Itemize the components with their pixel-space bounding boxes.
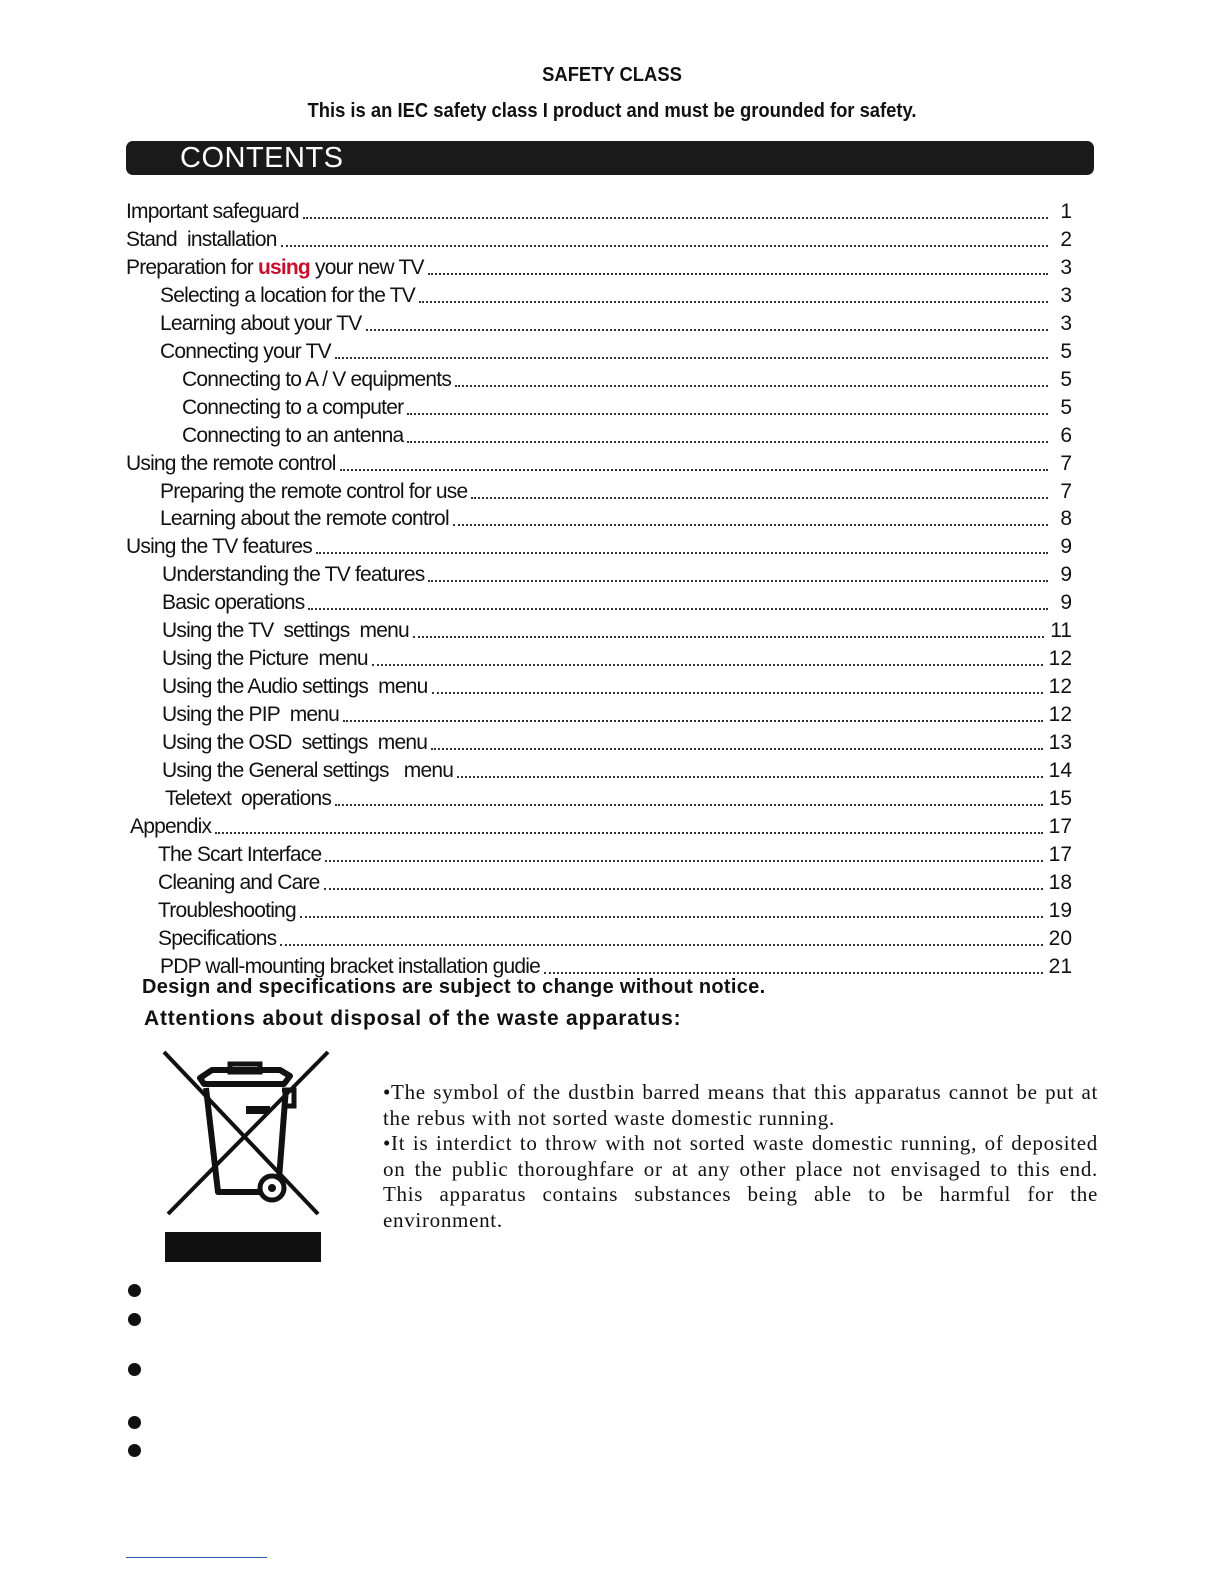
contents-header-bar [126, 141, 1094, 175]
toc-entry [160, 507, 1072, 531]
toc-entry-page: 9 [1060, 591, 1072, 615]
toc-entry [162, 563, 1072, 587]
toc-entry-page: 5 [1060, 339, 1072, 363]
toc-entry [182, 368, 1072, 392]
toc-dot-leader [432, 691, 1043, 694]
toc-entry-page: 6 [1060, 423, 1072, 447]
toc-entry-page: 5 [1060, 367, 1072, 391]
toc-entry-label-part: Preparation for [126, 255, 258, 279]
toc-dot-leader [308, 607, 1048, 610]
disposal-title: Attentions about disposal of the waste apparatus: [144, 1007, 682, 1030]
toc-entry-page: 12 [1048, 675, 1072, 699]
toc-entry-label: PDP wall-mounting bracket installation gudie [160, 954, 540, 978]
design-change-notice: Design and specifications are subject to change without notice. [142, 976, 766, 998]
toc-entry-label: Connecting to an antenna [182, 423, 404, 447]
toc-entry-label: Using the Picture menu [162, 647, 368, 671]
toc-dot-leader [407, 440, 1048, 443]
toc-entry [165, 787, 1072, 811]
toc-dot-leader [300, 915, 1043, 918]
toc-dot-leader [453, 523, 1048, 526]
toc-entry-page: 5 [1060, 395, 1072, 419]
toc-entry [162, 703, 1072, 727]
toc-entry-label: Selecting a location for the TV [160, 283, 415, 307]
bullet-dot-icon [128, 1416, 141, 1429]
toc-dot-leader [431, 747, 1043, 750]
toc-entry-page: 12 [1048, 703, 1072, 727]
toc-dot-leader [325, 859, 1042, 862]
toc-entry [158, 843, 1072, 867]
toc-dot-leader [428, 272, 1048, 275]
footer-rule [126, 1557, 267, 1558]
toc-entry [126, 200, 1072, 224]
toc-dot-leader [335, 356, 1048, 359]
toc-entry [158, 871, 1072, 895]
toc-entry-page: 17 [1048, 814, 1072, 838]
toc-dot-leader [372, 663, 1043, 666]
disposal-paragraph-2: •It is interdict to throw with not sorted waste domestic running, of deposited on the public thoroughfare or at any other place not envisaged to this end. This apparatus contains substances being able to be harmful for the environment. [383, 1131, 1098, 1232]
toc-entry-label: Using the OSD settings menu [162, 731, 428, 755]
toc-entry-page: 13 [1048, 731, 1072, 755]
toc-entry-page: 15 [1048, 786, 1072, 810]
toc-entry [126, 535, 1072, 559]
toc-entry [162, 619, 1072, 643]
toc-entry-page: 3 [1060, 311, 1072, 335]
toc-dot-leader [281, 244, 1048, 247]
toc-entry-page: 19 [1048, 898, 1072, 922]
toc-entry [158, 899, 1072, 923]
toc-entry-label: Learning about the remote control [160, 507, 449, 531]
crossed-out-wheelie-bin-icon [160, 1048, 332, 1264]
toc-entry [130, 815, 1072, 839]
toc-entry-page: 11 [1050, 619, 1072, 643]
toc-entry-label: Using the PIP menu [162, 703, 340, 727]
toc-entry [160, 480, 1072, 504]
toc-entry-label: Using the TV features [126, 535, 312, 559]
disposal-paragraph-1: •The symbol of the dustbin barred means that this apparatus cannot be put at the rebus with not sorted waste domestic running. [383, 1080, 1098, 1130]
toc-entry [160, 340, 1072, 364]
toc-entry-label: Connecting to A / V equipments [182, 367, 452, 391]
toc-entry-label: Teletext operations [165, 786, 332, 810]
toc-dot-leader [303, 216, 1048, 219]
toc-entry-page: 18 [1048, 870, 1072, 894]
toc-dot-leader [215, 831, 1042, 834]
toc-entry [162, 591, 1072, 615]
toc-entry-page: 7 [1060, 451, 1072, 475]
toc-entry [160, 312, 1072, 336]
safety-class-title: SAFETY CLASS [542, 64, 682, 86]
toc-entry-label [126, 256, 424, 280]
toc-entry [162, 647, 1072, 671]
toc-entry-label: The Scart Interface [158, 842, 322, 866]
toc-entry-page: 3 [1060, 255, 1072, 279]
toc-entry-page: 20 [1048, 926, 1072, 950]
toc-dot-leader [340, 468, 1048, 471]
toc-entry-label: Connecting your TV [160, 339, 331, 363]
toc-entry-label: Using the TV settings menu [162, 619, 409, 643]
toc-entry-label: Using the remote control [126, 451, 336, 475]
toc-entry [182, 424, 1072, 448]
toc-entry-label: Using the Audio settings menu [162, 675, 428, 699]
toc-dot-leader [455, 384, 1048, 387]
toc-entry-page: 9 [1060, 535, 1072, 559]
toc-entry [162, 675, 1072, 699]
toc-entry-label-highlight: using [257, 255, 310, 279]
toc-entry-label: Troubleshooting [158, 898, 296, 922]
toc-entry-page: 21 [1048, 954, 1072, 978]
contents-title: CONTENTS [180, 142, 344, 174]
toc-entry-page: 2 [1060, 227, 1072, 251]
bullet-dot-icon [128, 1284, 141, 1297]
toc-entry-page: 12 [1048, 647, 1072, 671]
toc-entry-page: 17 [1048, 842, 1072, 866]
disposal-text [383, 1080, 1098, 1233]
toc-entry-label: Appendix [130, 814, 212, 838]
toc-dot-leader [316, 551, 1048, 554]
toc-entry-page: 7 [1060, 479, 1072, 503]
toc-dot-leader [366, 328, 1049, 331]
toc-dot-leader [457, 775, 1043, 778]
toc-entry-page: 14 [1048, 759, 1072, 782]
bullet-dot-icon [128, 1313, 141, 1326]
toc-dot-leader [413, 635, 1044, 638]
toc-entry [162, 759, 1072, 783]
toc-entry-label: Important safeguard [126, 200, 299, 223]
toc-entry [126, 452, 1072, 476]
bullet-dot-icon [128, 1444, 141, 1457]
toc-entry-page: 3 [1060, 283, 1072, 307]
toc-entry-label-part: your new TV [309, 255, 424, 279]
toc-dot-leader [428, 579, 1048, 582]
toc-entry [182, 396, 1072, 420]
toc-entry-label: Specifications [158, 926, 277, 950]
toc-dot-leader [324, 887, 1043, 890]
toc-entry [126, 256, 1072, 280]
toc-entry-label: Using the General settings menu [162, 759, 454, 782]
toc-dot-leader [544, 971, 1043, 974]
toc-entry [160, 284, 1072, 308]
safety-class-note: This is an IEC safety class I product and must be grounded for safety. [307, 100, 917, 122]
toc-dot-leader [471, 496, 1048, 499]
toc-entry-page: 8 [1060, 507, 1072, 531]
toc-entry-label: Stand installation [126, 227, 277, 251]
toc-entry-label: Learning about your TV [160, 311, 362, 335]
toc-entry-label: Preparing the remote control for use [160, 479, 468, 503]
toc-dot-leader [343, 719, 1043, 722]
toc-entry-page: 1 [1060, 200, 1072, 223]
toc-entry [158, 927, 1072, 951]
toc-dot-leader [407, 412, 1048, 415]
toc-dot-leader [280, 943, 1042, 946]
toc-entry-page: 9 [1060, 563, 1072, 587]
toc-entry [126, 228, 1072, 252]
toc-dot-leader [335, 803, 1043, 806]
bullet-dot-icon [128, 1363, 141, 1376]
toc-entry-label: Connecting to a computer [182, 395, 404, 419]
toc-entry-label: Cleaning and Care [158, 870, 320, 894]
toc-entry-label: Understanding the TV features [162, 563, 425, 587]
toc-dot-leader [419, 300, 1048, 303]
toc-entry-label: Basic operations [162, 591, 305, 615]
toc-entry [162, 731, 1072, 755]
